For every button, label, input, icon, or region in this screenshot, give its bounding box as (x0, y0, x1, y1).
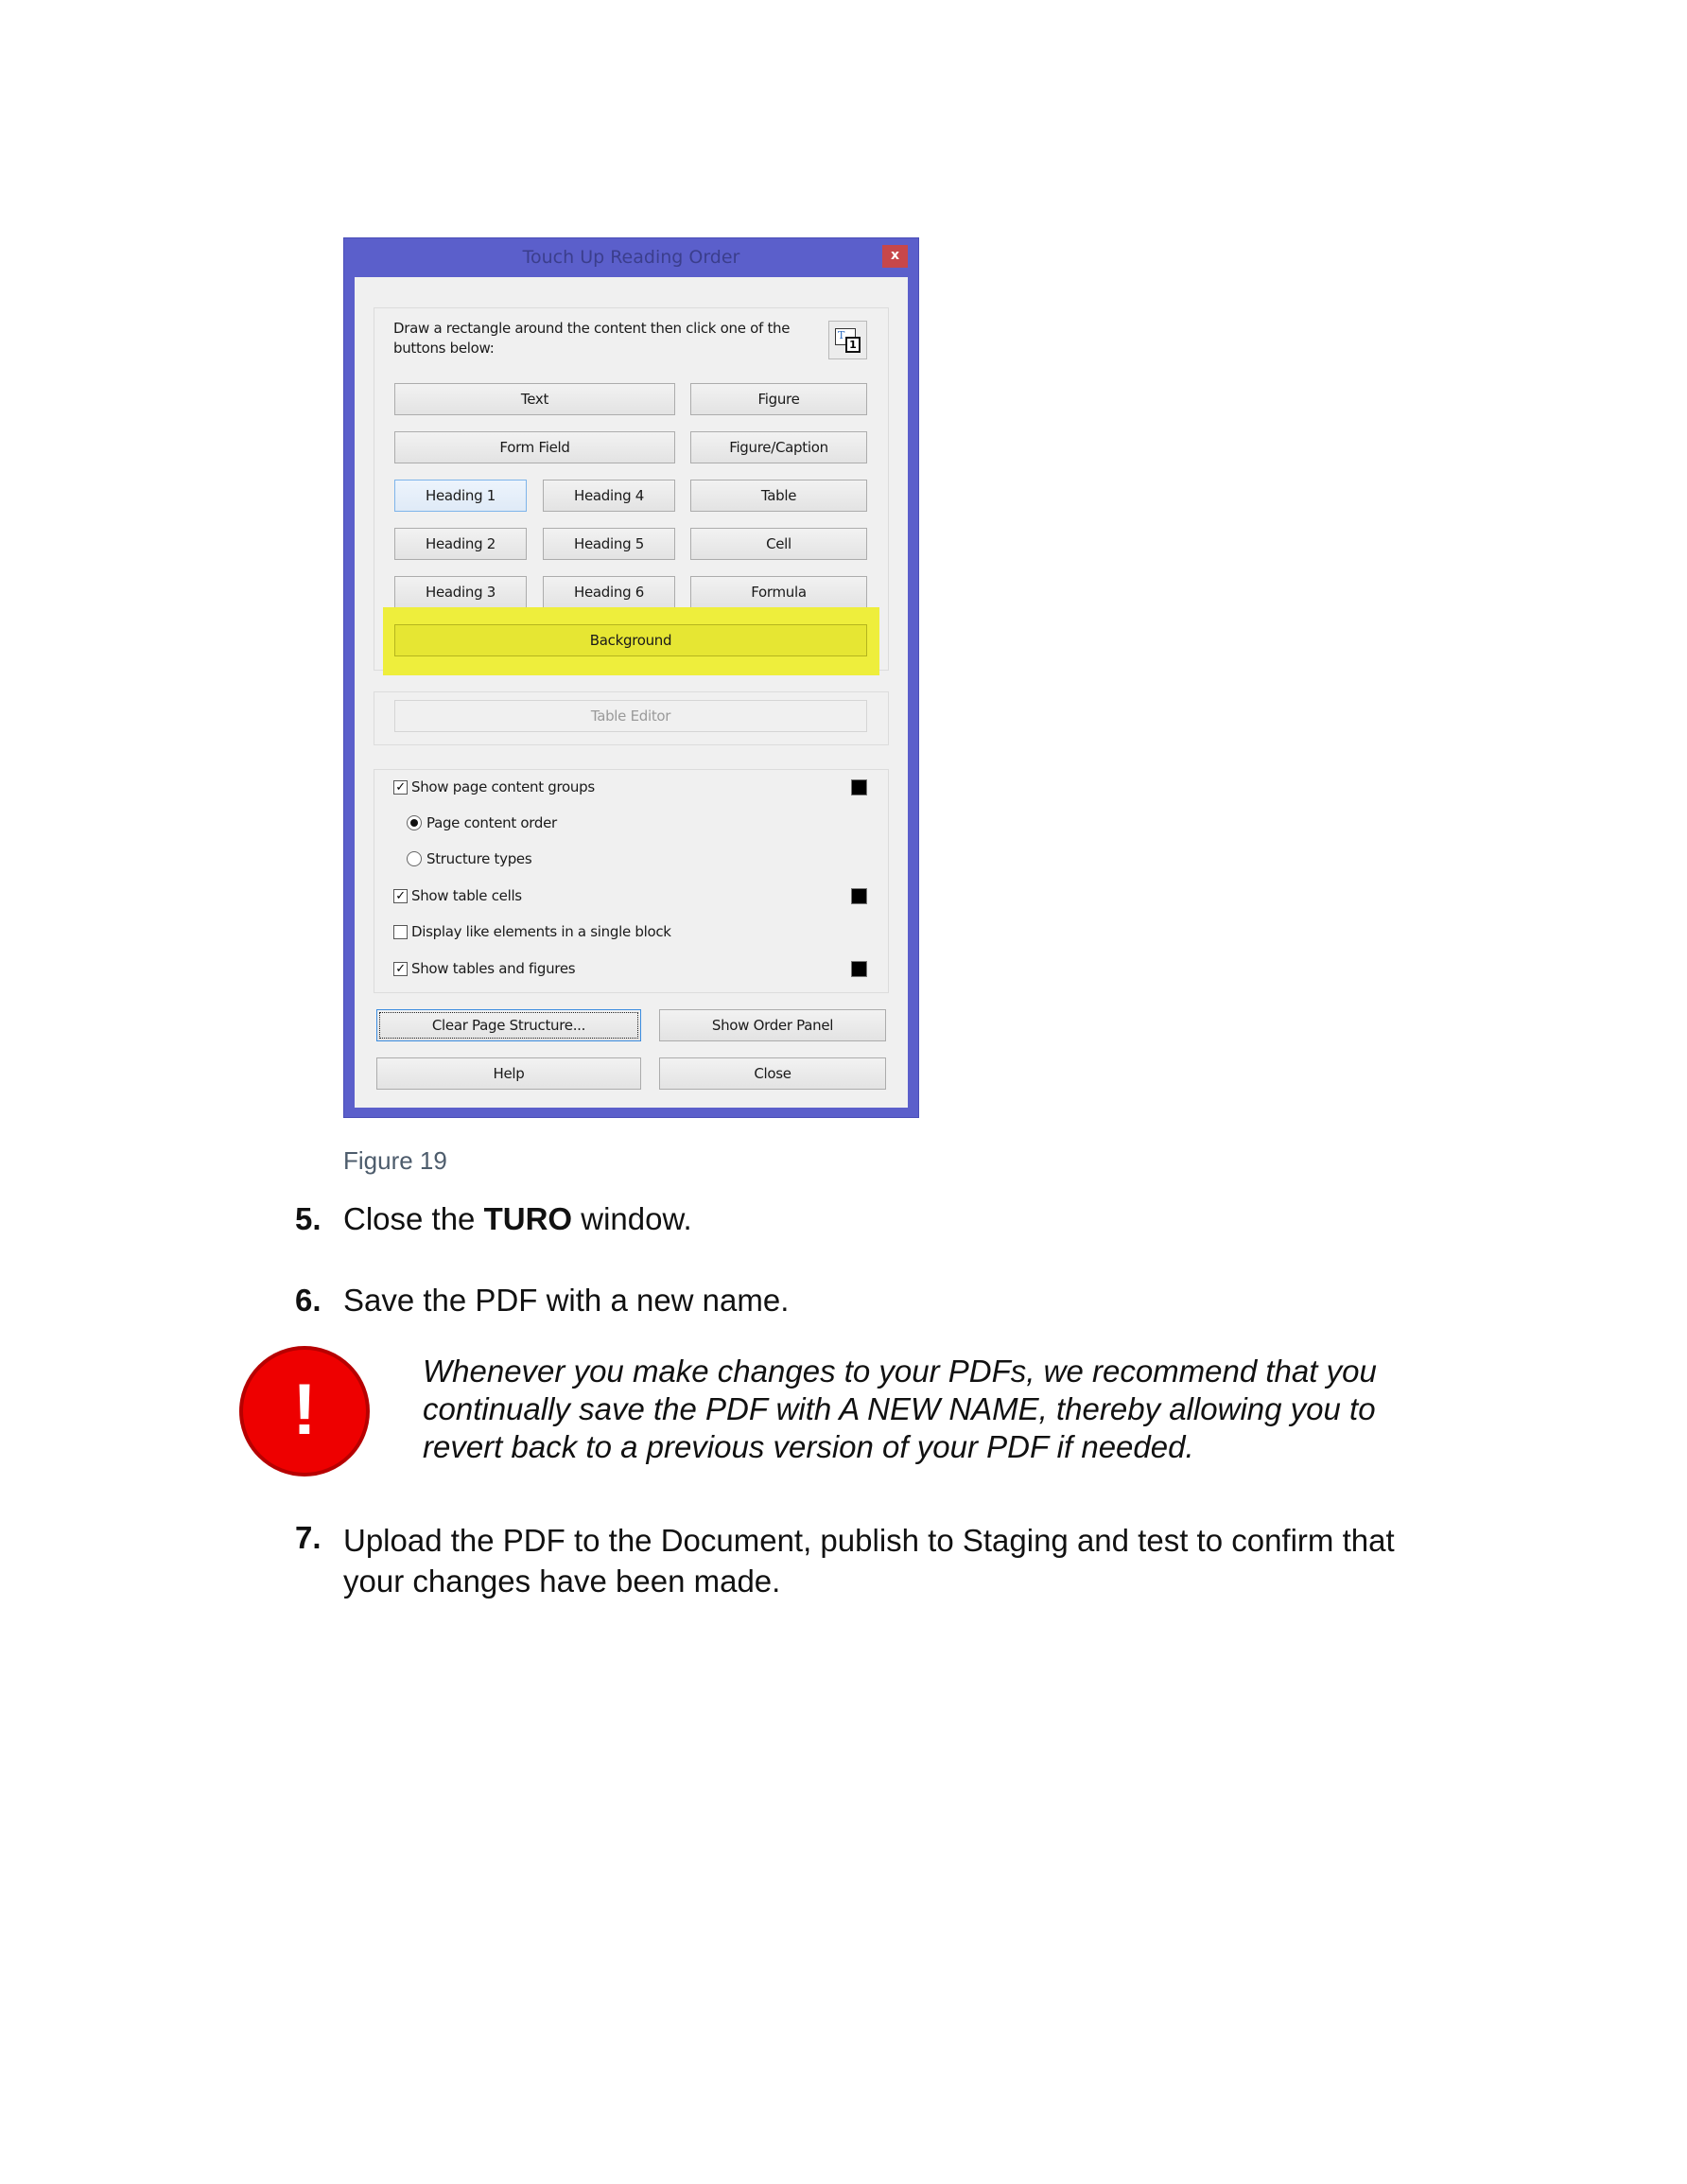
figure-caption: Figure 19 (343, 1146, 447, 1175)
step-7-text (343, 1520, 1395, 1601)
step-7 (295, 1520, 322, 1556)
text-button[interactable]: Text (394, 383, 675, 415)
option-label: Show page content groups (411, 778, 595, 795)
color-swatch[interactable] (851, 888, 867, 904)
form-field-button[interactable]: Form Field (394, 431, 675, 463)
step-text-line: Upload the PDF to the Document, publish to Staging and test to confirm that (343, 1523, 1395, 1558)
heading-2-button[interactable]: Heading 2 (394, 528, 527, 560)
clear-page-structure-button[interactable]: Clear Page Structure... (376, 1009, 641, 1041)
option-label: Display like elements in a single block (411, 923, 671, 940)
close-icon[interactable]: x (882, 245, 908, 268)
step-text: Close the (343, 1201, 484, 1236)
dialog-title: Touch Up Reading Order (522, 247, 740, 268)
step-text-line: your changes have been made. (343, 1564, 781, 1599)
reading-order-icon: T (835, 328, 856, 345)
checkbox-checked-icon[interactable]: ✓ (393, 780, 408, 795)
touch-up-reading-order-dialog (343, 237, 919, 1118)
instruction-text: Draw a rectangle around the content then click one of the buttons below: (393, 320, 791, 357)
note-line: Whenever you make changes to your PDFs, we recommend that you (423, 1354, 1377, 1389)
warning-note (423, 1353, 1510, 1466)
option-label: Show tables and figures (411, 960, 576, 977)
radio-selected-icon[interactable] (407, 815, 422, 830)
figure-button[interactable]: Figure (690, 383, 867, 415)
heading-6-button[interactable]: Heading 6 (543, 576, 675, 608)
step-6 (295, 1283, 322, 1319)
step-5-text (343, 1201, 692, 1237)
radio-unselected-icon[interactable] (407, 851, 422, 866)
option-label: Page content order (426, 814, 557, 831)
note-line: revert back to a previous version of your PDF if needed. (423, 1429, 1194, 1464)
heading-4-button[interactable]: Heading 4 (543, 480, 675, 512)
checkbox-unchecked-icon[interactable] (393, 925, 408, 939)
checkbox-checked-icon[interactable]: ✓ (393, 962, 408, 976)
heading-5-button[interactable]: Heading 5 (543, 528, 675, 560)
formula-button[interactable]: Formula (690, 576, 867, 608)
show-page-content-groups-option[interactable] (393, 776, 595, 798)
table-button[interactable]: Table (690, 480, 867, 512)
page-content-order-option[interactable] (407, 812, 557, 834)
help-button[interactable]: Help (376, 1057, 641, 1090)
step-5 (295, 1201, 322, 1237)
show-order-panel-button[interactable]: Show Order Panel (659, 1009, 886, 1041)
reading-order-icon-button[interactable]: T 1 (828, 321, 867, 359)
background-button[interactable]: Background (394, 624, 867, 656)
color-swatch[interactable] (851, 779, 867, 795)
checkbox-checked-icon[interactable]: ✓ (393, 889, 408, 903)
display-like-elements-option[interactable] (393, 920, 671, 943)
heading-3-button[interactable]: Heading 3 (394, 576, 527, 608)
figure-caption-button[interactable]: Figure/Caption (690, 431, 867, 463)
dialog-client-area (355, 277, 908, 1108)
cell-button[interactable]: Cell (690, 528, 867, 560)
option-label: Structure types (426, 850, 532, 867)
option-label: Show table cells (411, 887, 522, 904)
heading-1-button[interactable]: Heading 1 (394, 480, 527, 512)
note-line: continually save the PDF with A NEW NAME, thereby allowing you to (423, 1391, 1376, 1426)
step-text: window. (572, 1201, 692, 1236)
step-6-text: Save the PDF with a new name. (343, 1283, 790, 1318)
step-number: 5. (295, 1201, 322, 1236)
show-tables-and-figures-option[interactable] (393, 957, 575, 980)
show-table-cells-option[interactable] (393, 884, 522, 907)
structure-types-option[interactable] (407, 847, 531, 870)
color-swatch[interactable] (851, 961, 867, 977)
turo-bold: TURO (483, 1201, 573, 1236)
step-number: 6. (295, 1283, 322, 1318)
table-editor-button: Table Editor (394, 700, 867, 732)
step-number: 7. (295, 1520, 322, 1555)
exclamation-icon: ! (239, 1346, 370, 1476)
close-button[interactable]: Close (659, 1057, 886, 1090)
